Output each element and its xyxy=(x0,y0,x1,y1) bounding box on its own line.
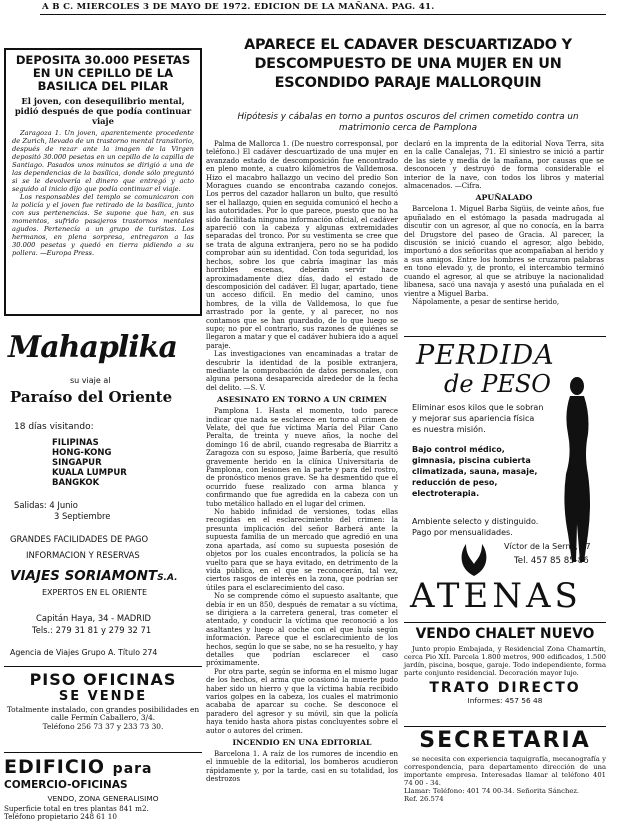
piso-title: PISO OFICINAS xyxy=(29,670,177,689)
mahaplika-place: BANGKOK xyxy=(52,478,100,488)
piso-phones: 256 73 37 y 233 73 30. xyxy=(76,721,164,731)
mahaplika-salidas-1: Salidas: 4 Junio xyxy=(14,500,78,510)
main-col1-text-g: Barcelona 1. A raíz de los rumores de incendio en el inmueble de la editorial, los bomberos acudieron rápidamente y, por la tarde, casi en su totalidad, los destrozos xyxy=(206,750,398,784)
left-story-p1: Zaragoza 1. Un joven, aparentemente procedente de Zurich, llevado de un trastorno mental transitorio, después de rezar ante la imagen de la Virgen depositó 30.000 pesetas en un cepillo de la capilla de Santiago. Pasados unos minutos se dirigió a una de las dependencias de la basílica, donde sólo preguntó si se le devolvería el dinero que entregó y acto seguido al inicio dijo que podía continuar el viaje. xyxy=(12,129,194,193)
edificio-sub: COMERCIO-OFICINAS xyxy=(4,779,128,791)
secretaria-text: se necesita con experiencia taquigrafía, mecanografía y correspondencia, para departamento dirección de una importante empresa. Interesadas llamar al teléfono 401 74 00 - 34. xyxy=(404,755,606,787)
left-story-box xyxy=(4,48,202,316)
mahaplika-trip: su viaje al xyxy=(70,376,111,385)
edificio-phone: Teléfono propietario 248 61 10 xyxy=(4,812,117,822)
mahaplika-address: Capitán Haya, 34 - MADRID xyxy=(36,613,151,623)
mahaplika-brand: Mahaplika xyxy=(8,330,177,365)
mahaplika-place: KUALA LUMPUR xyxy=(52,468,127,478)
mahaplika-agency: VIAJES SORIAMONT xyxy=(10,568,158,584)
mahaplika-footer: Agencia de Viajes Grupo A. Título 274 xyxy=(10,648,158,657)
main-subhead: Hipótesis y cábalas en torno a puntos oscuros del crimen cometido contra un matrimonio cerca de Pamplona xyxy=(237,112,579,133)
mahaplika-place: FILIPINAS xyxy=(52,438,99,448)
piso-phone-label: Teléfono xyxy=(42,721,75,731)
secretaria-tel: Llamar: Teléfono: 401 74 00-34. Señorita Sánchez. xyxy=(404,787,580,795)
secretaria-ref: Ref. 26.574 xyxy=(404,795,444,803)
chalet-info: Informes: 457 56 48 xyxy=(467,696,543,705)
mahaplika-agency-sa: S.A. xyxy=(157,573,178,583)
perdida-tel: Tel. 457 85 85-86 xyxy=(514,556,589,566)
main-col1-text: Palma de Mallorca 1. (De nuestro corresponsal, por teléfono.) El cadáver descuartizado de una mujer en avanzado estado de descomposición fue encontrado en pleno monte, a cuatro kilómetros de Valldemosa. Hizo el macabro hallazgo un vecino del predio Son Moragues cuando se encontraba cazando conejos. Los perros del cazador hallaron un bulto, que resultó ser el hallazgo, quien en seguida comunicó el hecho a las autoridades. Por lo que parece, puesto que no ha sido facilitada ninguna información oficial, el cadáver apareció con la cabeza y algunas extremidades separadas del tronco. Por su vestimenta se cree que se trata de alguna extranjera, pero no se ha podido comprobar aún su identidad. Con toda seguridad, los hechos, sobre los que cabría imaginar las más horribles escenas, deberán servir hace aproximadamente diez días, dado el estado de descomposición del cadáver. El lugar, apartado, tiene un acceso difícil. En medio del camino, unos hombres, de la villa de Valldemosa, lo que fue arrastrado por la gente, y al parecer, no nos contamos que se han guardado, de lo que luego se supo; no por el contrario, sus razones de quiénes se llegaron a matar y que el cadáver hubiera ido a aquel paraje. xyxy=(206,140,398,350)
mahaplika-place: SINGAPUR xyxy=(52,458,102,468)
chalet-title: VENDO CHALET NUEVO xyxy=(415,626,595,642)
main-col1-text-c: Pamplona 1. Hasta el momento, todo parece indicar que nada se esclarece en torno al crimen de Velate, del que fue víctima María del Pilar Cano Peralta, de treinta y nueve años, la noche del domingo 16 de abril, cuando regresaba de Biarritz a Zaragoza con su esposo, Jaime Barbería, que resultó gravemente herido en la clínica Universitaria de Pamplona, con lesiones en la parte y para del rostro, de pronóstico menos grave. Se ha desmentido que el ocurrido fuese realizado con arma blanca y confirmando que fue agredida en la cabeza con un tubo metálico hallado en el lugar del crimen. xyxy=(206,407,398,508)
main-col2-text-b: Barcelona 1. Miguel Barba Sigüis, de veinte años, fue apuñalado en el estómago la pasada madrugada al discutir con un agresor, al que no conocía, en la barra del Drugstore del paseo de Gracia. Al parecer, la discusión se inició cuando el agresor, algo bebido, importunó a dos señoritas que acompañaban al herido y a sus amigos. Entre los hombres se cruzaron palabras en tono elevado y, de pronto, el intercambio terminó cuando el agresor, al que se atribuye la nacionalidad libanesa, sacó una navaja y asestó una puñalada en el vientre a Miguel Barba. xyxy=(404,205,604,298)
mahaplika-facilities: GRANDES FACILIDADES DE PAGO xyxy=(10,534,149,544)
main-col1-text-f: Por otra parte, según se informa en el mismo lugar de los hechos, el arma que ocasionó la muerte pudo haber sido un hierro y que la víctima había recibido varios golpes en la cabeza, los cuales el matrimonio acababa de aparcar su coche. Se desconoce el paradero del agresor y su móvil, sin que la policía haya tenido hasta ahora pistas concluyentes sobre el autor o autores del crimen. xyxy=(206,667,398,735)
perdida-text-2: Bajo control médico, gimnasia, piscina cubierta climatizada, sauna, masaje, reducción de peso, electroterapia. xyxy=(412,445,538,498)
mahaplika-experts: EXPERTOS EN EL ORIENTE xyxy=(42,588,148,597)
piso-text: Totalmente instalado, con grandes posibilidades en calle Fermín Caballero, 3/4. xyxy=(6,705,200,723)
section-apunalado: APUÑALADO xyxy=(475,193,533,203)
main-col1-text-b: Las investigaciones van encaminadas a tratar de descubrir la identidad de la posible extranjera, mediante la comprobación de datos personales, con alguna persona desaparecida alrededor de la fecha del delito. —S. V. xyxy=(206,350,398,392)
main-col1-text-e: No se comprende cómo el supuesto asaltante, que debía ir en un 850, después de rematar a su víctima, se dirigiera a la carretera general, tras cometer el atentado, y conducir la víctima que reconoció a los asaltantes y luego al coche con el que huía según información. Parece que el esclarecimiento de los hechos, según lo que se sabe, no se ha resuelto, y hay detalles que podrían esclarecer el caso próximamente. xyxy=(206,592,398,668)
mahaplika-info: INFORMACION Y RESERVAS xyxy=(26,550,140,560)
edificio-text: VENDO, ZONA GENERALISIMO xyxy=(47,794,159,803)
woman-silhouette-icon xyxy=(550,374,604,564)
perdida-address: Víctor de la Serna, 37 xyxy=(504,542,591,551)
section-asesinato: ASESINATO EN TORNO A UN CRIMEN xyxy=(217,395,387,405)
secretaria-title: SECRETARIA xyxy=(419,728,591,753)
perdida-brand: ATENAS xyxy=(410,576,582,616)
section-incendio: INCENDIO EN UNA EDITORIAL xyxy=(232,738,372,748)
mahaplika-days: 18 días visitando: xyxy=(14,422,94,432)
perdida-title: PERDIDA xyxy=(416,340,555,371)
edificio-text-2: Superficie total en tres plantas 841 m2. xyxy=(4,804,149,813)
left-story-headline: DEPOSITA 30.000 PESETAS EN UN CEPILLO DE LA BASILICA DEL PILAR xyxy=(15,53,191,93)
mahaplika-dest: Paraíso del Oriente xyxy=(10,388,173,406)
edificio-title: EDIFICIO xyxy=(4,756,106,778)
perdida-ad xyxy=(404,338,606,620)
perdida-text-1: Eliminar esos kilos que le sobran y mejorar sus apariencia física es nuestra misión. xyxy=(412,403,544,434)
mahaplika-tel: Tels.: 279 31 81 y 279 32 71 xyxy=(32,625,152,635)
edificio-para: para xyxy=(112,761,153,777)
main-headline: APARECE EL CADAVER DESCUARTIZADO Y DESCOMPUESTO DE UNA MUJER EN UN ESCONDIDO PARAJE MALLORQUIN xyxy=(244,37,572,91)
chalet-text: Junto propio Embajada, y Residencial Zona Chamartín, cerca Pio XII. Parcela 1.800 metros, 900 edificados, 1.500 jardín, piscina, bosque, garaje. Todo independiente, forma parte conjunto residencial. Decoración mayor lujo. xyxy=(404,645,606,677)
mahaplika-place: HONG-KONG xyxy=(52,448,112,458)
piso-sub: SE VENDE xyxy=(58,689,148,704)
perdida-title-2: de PESO xyxy=(444,370,551,398)
torch-flame-icon xyxy=(452,542,496,576)
page-header: A B C. MIERCOLES 3 DE MAYO DE 1972. EDICION DE LA MAÑANA. PAG. 41. xyxy=(42,2,435,12)
perdida-text-3: Ambiente selecto y distinguido. Pago por mensualidades. xyxy=(412,517,539,537)
main-col2-text-c: Nápolamente, a pesar de sentirse herido, xyxy=(412,297,560,306)
main-col1-text-d: No habido infinidad de versiones, todas ellas recogidas en el esclarecimiento del crimen: la presunta implicación del señor Barberá ante la supuesta familia de un mercado que agredió en una zona apartada, así como su supuesta posesión de objetos por los cuales encontrados, la policía se ha vuelto para que se haya evitado, en detrimento de la vida pública, en el que se reconocerán, tal vez, ciertos rasgos de interés en la zona, que podrían ser útiles para el esclarecimiento del caso. xyxy=(206,508,398,592)
main-col2-text: declaró en la imprenta de la editorial Nova Terra, sita en la calle Canalejas, 71. El siniestro se inició a partir de las siete y media de la mañana, por causas que se desconocen y destruyó de forma considerable el interior de la nave, con todos los libros y material almacenados. —Cifra. xyxy=(404,140,604,191)
mahaplika-salidas-2: 3 Septiembre xyxy=(54,511,111,521)
chalet-trato: TRATO DIRECTO xyxy=(429,680,581,696)
left-story-subhead: El joven, con desequilibrio mental, pidió después de que podía continuar viaje xyxy=(14,96,192,126)
left-story-p2: Los responsables del templo se comunicaron con la policía y el joven fue retirado de la basílica, junto con sus pertenencias. Se supone que han, en sus momentos, sufrido pasajeros trastornos mentales agudos. Pertenecía a un grupo de turistas. Los hermanos, en plena sorpresa, entregaron a las 30.000 pesetas y quedó en tierra pidiendo a su pollera. —Europa Press. xyxy=(12,193,194,257)
mahaplika-ad xyxy=(4,322,202,666)
